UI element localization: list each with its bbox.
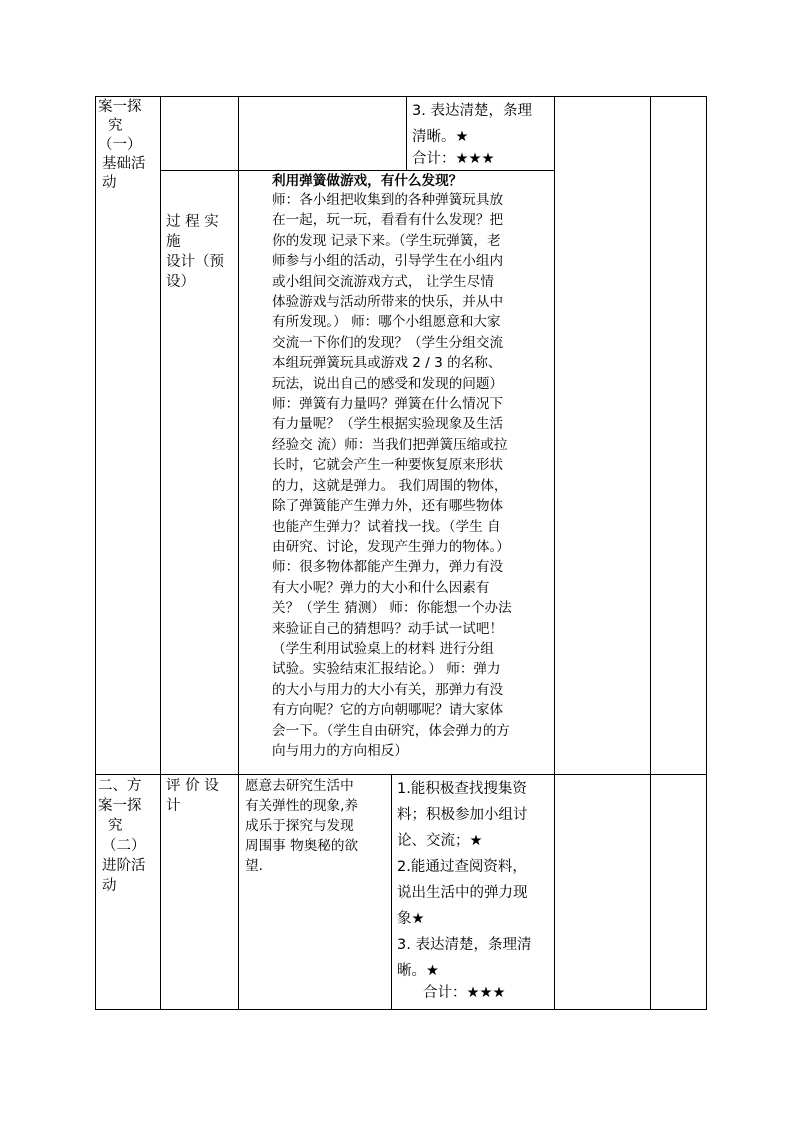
- content-line: 师：各小组把收集到的各种弹簧玩具放: [272, 192, 504, 208]
- content-line: 本组玩弹簧玩具或游戏 2 / 3 的名称、: [272, 355, 502, 372]
- criteria-line: 3. 表达清楚，条理清: [397, 937, 532, 953]
- criteria-line: 象★: [397, 911, 425, 927]
- row-divider-1: [160, 170, 554, 171]
- goal-line: 愿意去研究生活中: [245, 778, 354, 794]
- stage-label-cell-2: [98, 776, 160, 896]
- stage-label-line: 究: [108, 818, 123, 834]
- content-line: 来验证自己的猜想吗？动手试一试吧！: [272, 620, 504, 637]
- content-line: 经验交 流）师：当我们把弹簧压缩或拉: [272, 436, 508, 453]
- stage-label-line: 二、方: [98, 778, 142, 794]
- col-divider-3a: [406, 96, 407, 171]
- goal-line: 周围事 物奥秘的欲: [245, 838, 359, 854]
- stage-label-line: 究: [108, 118, 123, 134]
- stage-label-cell-1: [98, 98, 158, 193]
- criteria-total: 合计：★★★: [412, 151, 495, 167]
- content-line: 向与用力的方向相反）: [272, 742, 408, 759]
- stage-label-line: 基础活: [102, 156, 146, 172]
- col-divider-4: [554, 96, 555, 1010]
- content-line: 交流一下你们的发现？（学生分组交流: [272, 334, 504, 351]
- content-line: 由研究、讨论，发现产生弹力的物体。）: [272, 538, 510, 555]
- stage-label-line: 动: [102, 878, 117, 894]
- content-line: 有大小呢？弹力的大小和什么因素有: [272, 579, 490, 596]
- table-border-right: [706, 96, 707, 1010]
- process-content-cell: [272, 172, 554, 761]
- content-line: 的大小与用力的大小有关，那弹力有没: [272, 681, 504, 698]
- content-line: 师：弹簧有力量吗？弹簧在什么情况下: [272, 396, 504, 413]
- content-line: 体验游戏与活动所带来的快乐，并从中: [272, 294, 504, 311]
- criteria-line: 3. 表达清楚，条理: [412, 103, 532, 119]
- content-line: 除了弹簧能产生弹力外，还有哪些物体: [272, 498, 504, 515]
- content-line: 会一下。（学生自由研究，体会弹力的方: [272, 722, 510, 739]
- content-line: 关？（学生 猜测） 师：你能想一个办法: [272, 600, 512, 617]
- stage-label-line: 动: [102, 175, 117, 191]
- goal-line: 成乐于探究与发现: [245, 818, 354, 834]
- col-divider-1: [160, 96, 161, 1010]
- content-line: 你的发现 记录下来。（学生玩弹簧，老: [272, 232, 501, 249]
- col-divider-2: [238, 96, 239, 1010]
- stage-label-line: （二）: [102, 838, 146, 854]
- content-line: （学生利用试验桌上的材料 进行分组: [272, 640, 494, 657]
- goal-line: 望.: [245, 858, 263, 874]
- criteria-total: 合计：★★★: [423, 985, 506, 1001]
- goal-line: 有关弹性的现象,养: [245, 798, 359, 814]
- content-line: 试验。实验结束汇报结论。） 师：弹力: [272, 661, 501, 678]
- process-label-line: 设）: [166, 274, 195, 290]
- criteria-line: 清晰。★: [412, 129, 469, 145]
- stage-label-line: 案一探: [98, 798, 142, 814]
- evaluation-label-cell: [166, 776, 238, 816]
- table-border-top: [95, 96, 707, 97]
- goal-cell: [245, 776, 391, 876]
- content-line: 师：很多物体都能产生弹力，弹力有没: [272, 559, 504, 576]
- process-label-line: 设计（预: [166, 254, 224, 270]
- criteria-line: 晰。★: [397, 963, 439, 979]
- col-divider-5: [650, 96, 651, 1010]
- criteria-line: 料；积极参加小组讨: [397, 807, 528, 823]
- row-divider-2: [95, 774, 707, 775]
- content-line: 的力，这就是弹力。 我们周围的物体，: [272, 477, 508, 494]
- activity-heading: 利用弹簧做游戏，有什么发现？: [272, 173, 463, 189]
- content-line: 有所发现。） 师：哪个小组愿意和大家: [272, 314, 501, 331]
- content-line: 有力量呢？（学生根据实验现象及生活: [272, 416, 504, 433]
- criteria-line: 论、交流；★: [397, 833, 483, 849]
- table-border-bottom: [95, 1009, 707, 1010]
- process-label-line: 施: [166, 234, 181, 250]
- criteria-line: 2.能通过查阅资料，: [397, 859, 527, 875]
- content-line: 长时，它就会产生一种要恢复原来形状: [272, 457, 504, 474]
- table-border-left: [95, 96, 96, 1010]
- content-line: 也能产生弹力？试着找一找。（学生 自: [272, 518, 501, 535]
- evaluation-label-line: 计: [166, 798, 181, 814]
- criteria-line: 说出生活中的弹力现: [397, 885, 528, 901]
- content-line: 或小组间交流游戏方式， 让学生尽情: [272, 273, 494, 290]
- criteria-cell-1: [412, 98, 552, 168]
- stage-label-line: 案一探: [98, 99, 142, 115]
- criteria-line: 1.能积极查找搜集资: [397, 781, 527, 797]
- stage-label-line: （一）: [98, 137, 142, 153]
- col-divider-3b: [391, 774, 392, 1010]
- criteria-cell-2: [397, 776, 553, 1002]
- content-line: 在一起，玩一玩，看看有什么发现？把: [272, 212, 504, 229]
- process-label-cell: [166, 212, 238, 292]
- content-line: 师参与小组的活动，引导学生在小组内: [272, 253, 504, 270]
- stage-label-line: 进阶活: [102, 858, 146, 874]
- process-label-line: 过 程 实: [166, 214, 219, 230]
- evaluation-label-line: 评 价 设: [166, 778, 219, 794]
- content-line: 有方向呢？它的方向朝哪呢？请大家体: [272, 702, 504, 719]
- content-line: 玩法，说出自己的感受和发现的问题）: [272, 375, 504, 392]
